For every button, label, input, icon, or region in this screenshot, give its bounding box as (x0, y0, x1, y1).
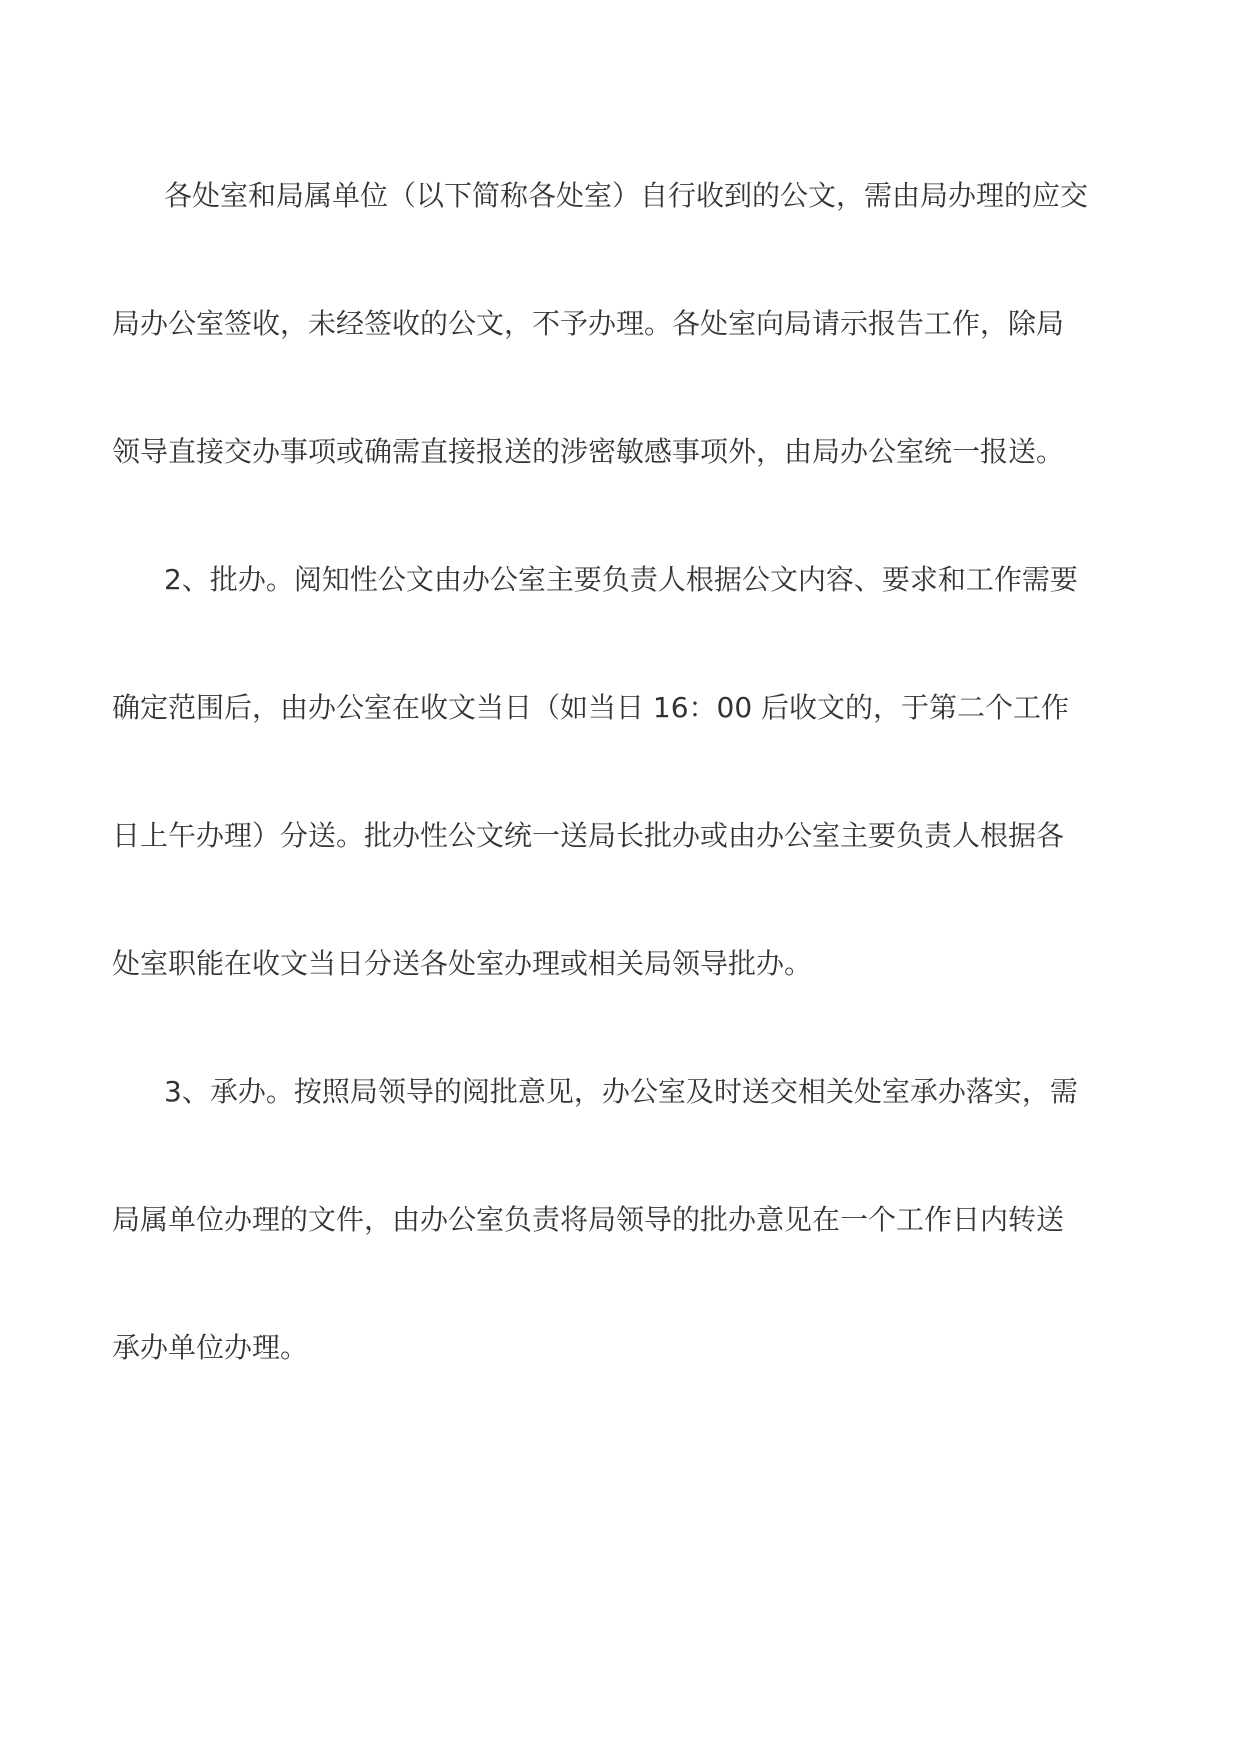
paragraph-3-line-1: 3、承办。按照局领导的阅批意见，办公室及时送交相关处室承办落实，需 (164, 1075, 1078, 1108)
paragraph-2-line-1: 2、批办。阅知性公文由办公室主要负责人根据公文内容、要求和工作需要 (164, 563, 1078, 596)
paragraph-2-line-2: 确定范围后，由办公室在收文当日（如当日 16：00 后收文的，于第二个工作 (112, 691, 1070, 724)
paragraph-2-line-3: 日上午办理）分送。批办性公文统一送局长批办或由办公室主要负责人根据各 (112, 819, 1065, 852)
paragraph-3-line-3: 承办单位办理。 (112, 1331, 309, 1364)
paragraph-1-line-3: 领导直接交办事项或确需直接报送的涉密敏感事项外，由局办公室统一报送。 (112, 435, 1065, 468)
paragraph-1-line-1: 各处室和局属单位（以下简称各处室）自行收到的公文，需由局办理的应交 (164, 179, 1089, 212)
paragraph-2-line-4: 处室职能在收文当日分送各处室办理或相关局领导批办。 (112, 947, 813, 980)
paragraph-3-line-2: 局属单位办理的文件，由办公室负责将局领导的批办意见在一个工作日内转送 (112, 1203, 1065, 1236)
paragraph-1-line-2: 局办公室签收，未经签收的公文，不予办理。各处室向局请示报告工作，除局 (112, 307, 1065, 340)
